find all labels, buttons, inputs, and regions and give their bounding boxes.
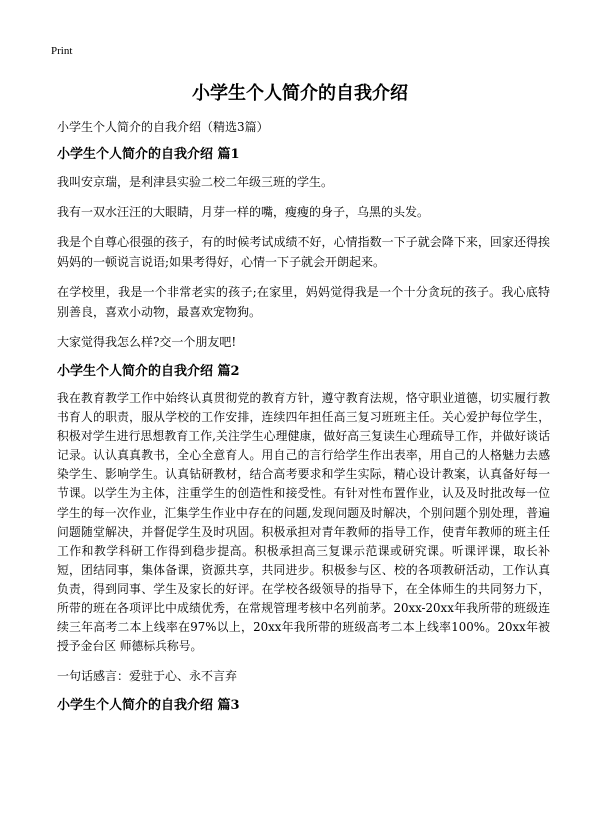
paragraph: 我有一双水汪汪的大眼睛，月芽一样的嘴，瘦瘦的身子，乌黑的头发。 bbox=[57, 205, 430, 219]
paragraph: 我是个自尊心很强的孩子，有的时候考试成绩不好，心情指数一下子就会降下来，回家还得挨妈妈的一顿说言说语;如果考得好，心情一下子就会开朗起来。 bbox=[57, 235, 550, 269]
section-heading-3: 小学生个人简介的自我介绍 篇3 bbox=[57, 698, 240, 714]
print-label[interactable]: Print bbox=[51, 45, 73, 57]
section-heading-2: 小学生个人简介的自我介绍 篇2 bbox=[57, 364, 240, 379]
document-subtitle: 小学生个人简介的自我介绍（精选3篇） bbox=[57, 120, 269, 134]
paragraph: 在学校里，我是一个非常老实的孩子;在家里，妈妈觉得我是一个十分贪玩的孩子。我心底特别善良，喜欢小动物，最喜欢宠物狗。 bbox=[57, 285, 550, 319]
page-title: 小学生个人简介的自我介绍 bbox=[192, 83, 408, 104]
paragraph: 我叫安京瑞，是利津县实验二校二年级三班的学生。 bbox=[57, 175, 334, 189]
paragraph: 我在教育教学工作中始终认真贯彻党的教育方针，遵守教育法规，恪守职业道德，切实履行教书育人的职责，服从学校的工作安排，连续四年担任高三复习班班主任。关心爱护每位学生，积极对学生进行思想教育工作,关注学生心理健康，做好高三复读生心理疏导工作，并做好谈话记录。认认真真教书，全心全意育人。用自己的言行给学生作出表率，用自己的人格魅力去感染学生、影响学生。认真钻研教材，结合高考要求和学生实际，精心设计教案，认真备好每一节课。以学生为主体，注重学生的创造性和接受性。有针对性布置作业，认及及时批改每一位学生的每一次作业，汇集学生作业中存在的问题,发现问题及时解决，个别问题个别处理，普遍问题随堂解决，并督促学生及时巩固。积极承担对青年教师的指导工作，使青年教师的班主任工作和教学科研工作得到稳步提高。积极承担高三复课示范课或研究课。听课评课，取长补短，团结同事，集体备课，资源共享，共同进步。积极参与区、校的各项教研活动，工作认真负责，得到同事、学生及家长的好评。在学校各级领导的指导下，在全体师生的共同努力下，所带的班在各项评比中成绩优秀，在常规管理考核中名列前茅。20xx-20xx年我所带的班级连续三年高考二本上线率在97%以上，20xx年我所带的班级高考二本上线率100%。20xx年被授予金台区 师德标兵称号。 bbox=[57, 391, 550, 654]
section-heading-1: 小学生个人简介的自我介绍 篇1 bbox=[57, 147, 240, 162]
paragraph: 一句话感言：爱驻于心、永不言弃 bbox=[57, 669, 238, 684]
document-body bbox=[57, 117, 550, 723]
paragraph: 大家觉得我怎么样?交一个朋友吧! bbox=[57, 335, 237, 349]
